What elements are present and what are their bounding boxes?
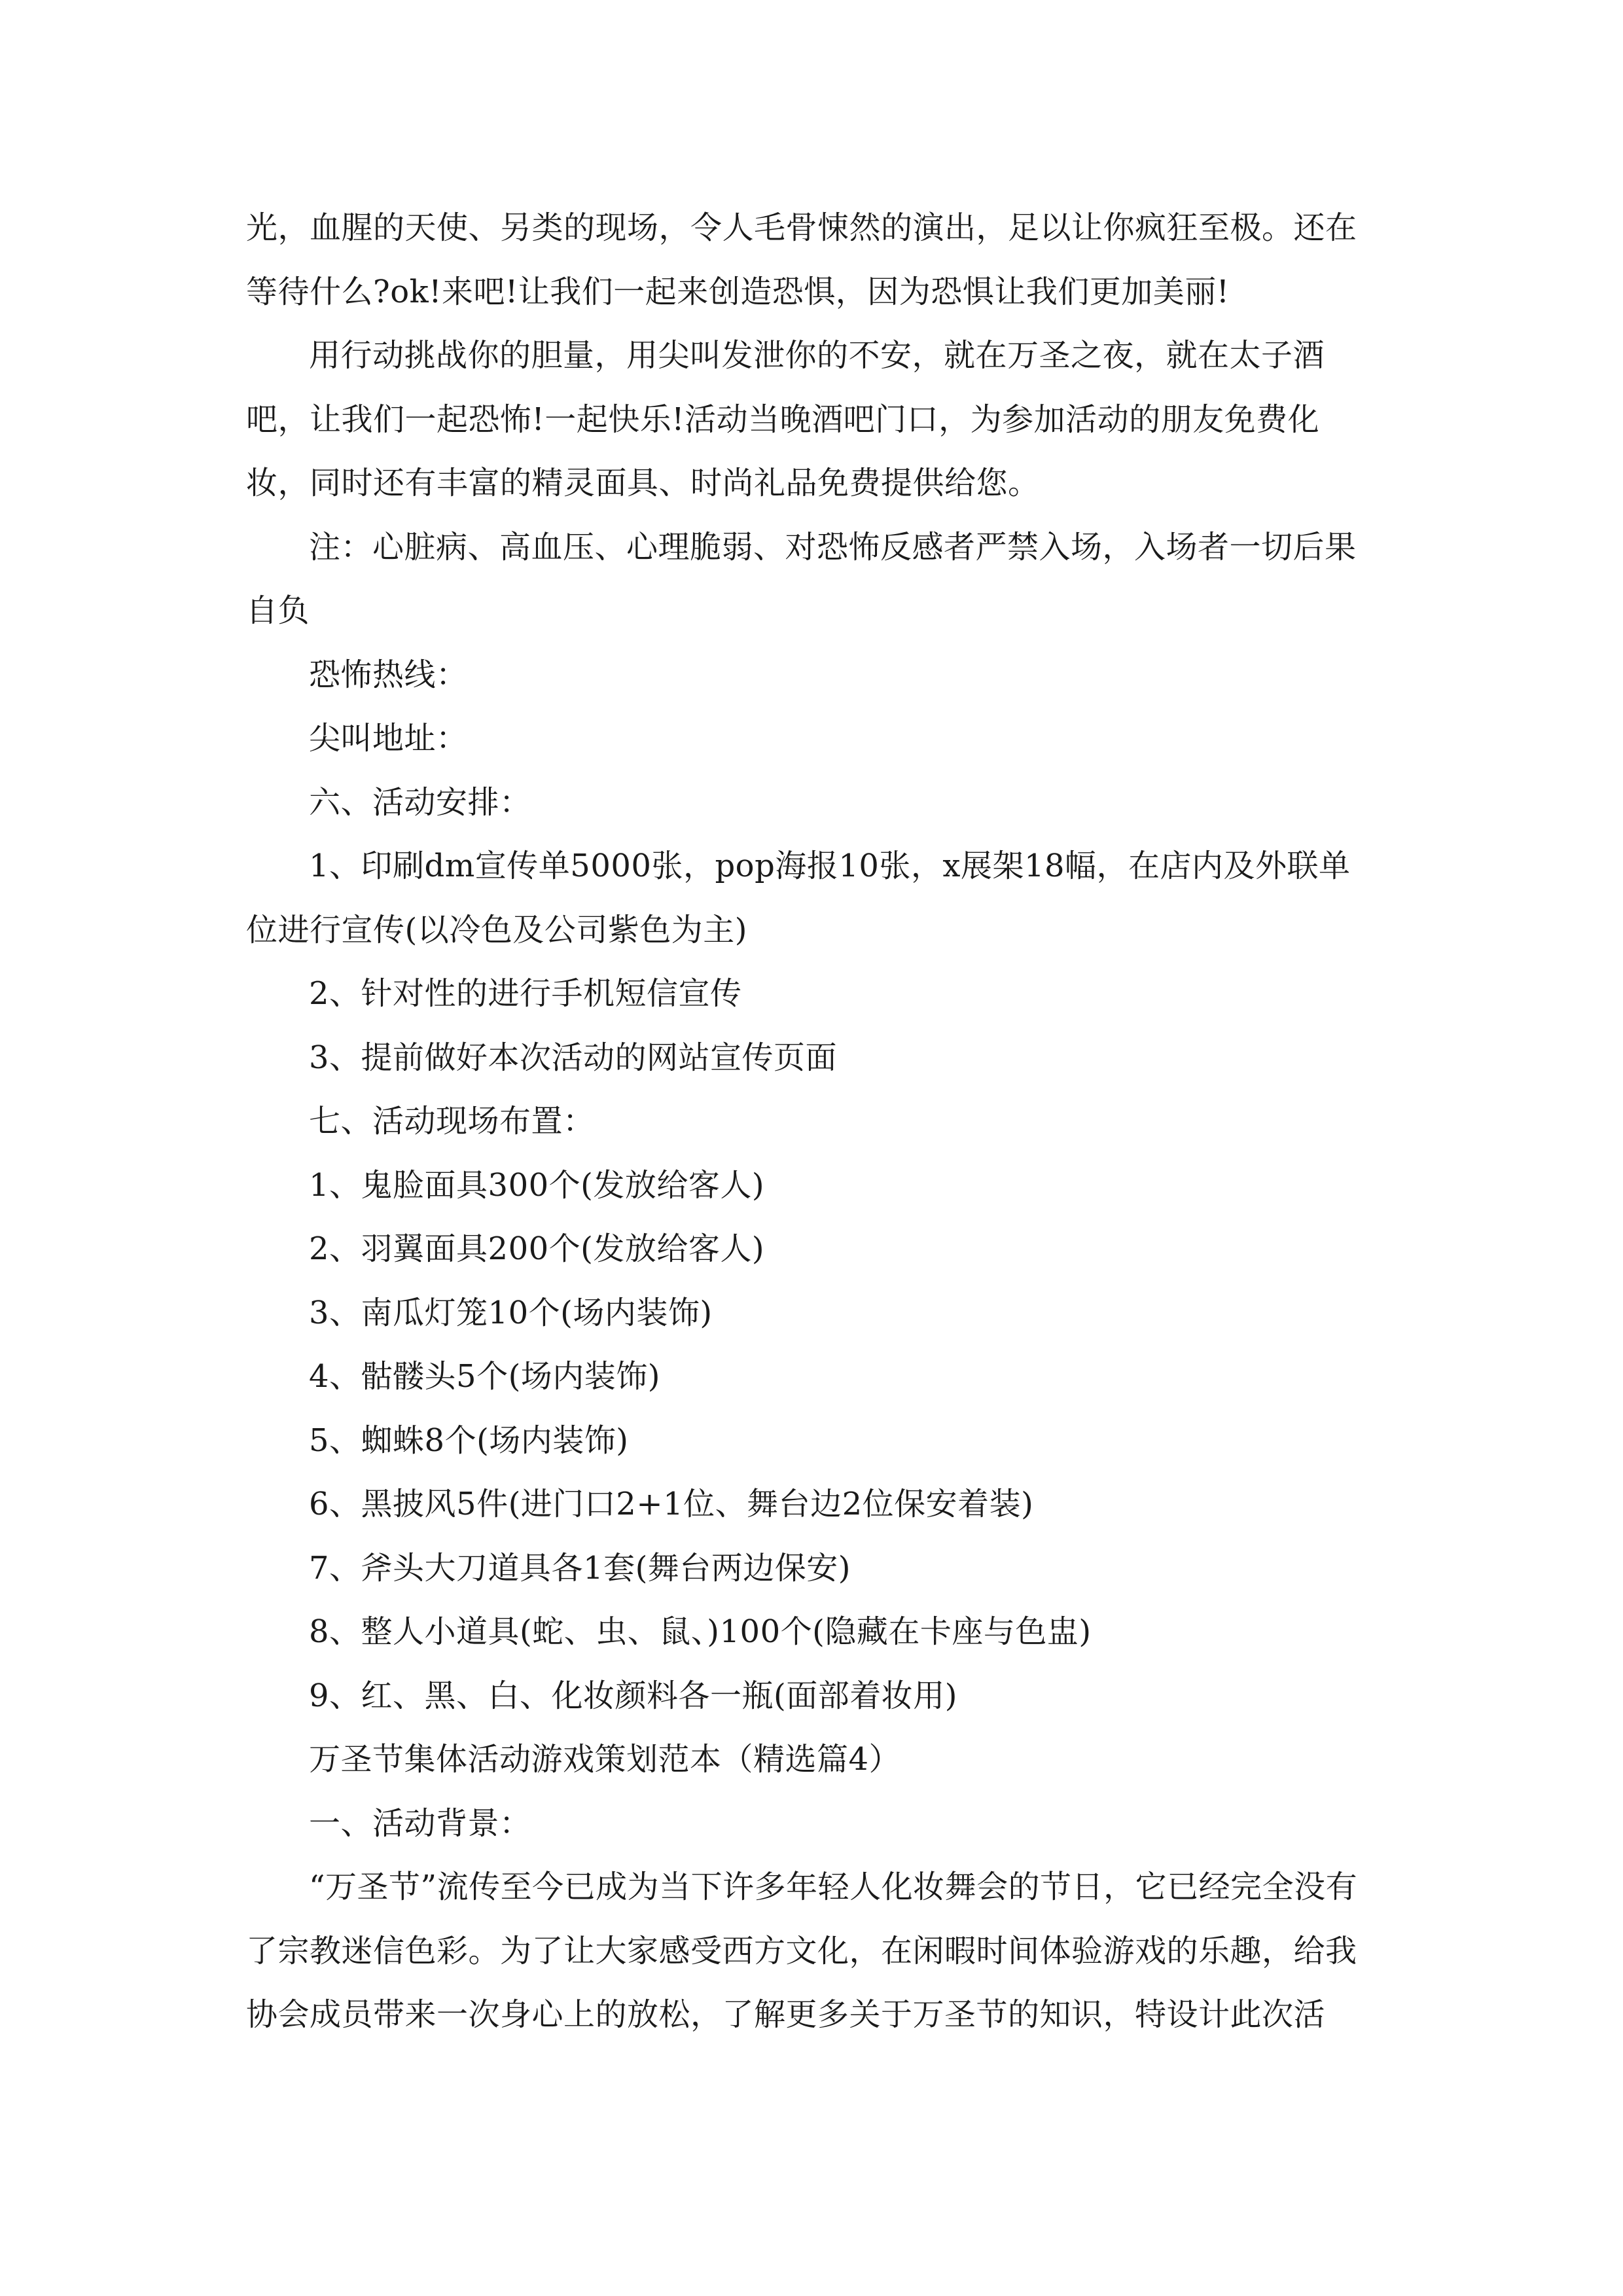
paragraph: 注：心脏病、高血压、心理脆弱、对恐怖反感者严禁入场，入场者一切后果自负 (246, 528, 1357, 629)
list-item: 2、羽翼面具200个(发放给客人) (309, 1230, 765, 1267)
list-item: 9、红、黑、白、化妆颜料各一瓶(面部着妆用) (309, 1677, 957, 1714)
paragraph: 恐怖热线： (309, 656, 468, 693)
section-heading: 七、活动现场布置： (309, 1103, 595, 1139)
list-item: 8、整人小道具(蛇、虫、鼠、)100个(隐藏在卡座与色盅) (309, 1613, 1092, 1650)
list-item: 6、黑披风5件(进门口2+1位、舞台边2位保安着装) (309, 1486, 1034, 1522)
article-title: 万圣节集体活动游戏策划范本（精选篇4） (309, 1741, 901, 1778)
list-item: 7、斧头大刀道具各1套(舞台两边保安) (309, 1549, 851, 1587)
paragraph: 用行动挑战你的胆量，用尖叫发泄你的不安，就在万圣之夜，就在太子酒吧，让我们一起恐怖!一起快乐!活动当晚酒吧门口，为参加活动的朋友免费化妆，同时还有丰富的精灵面具、时尚礼品免费提供给您。 (246, 337, 1325, 501)
paragraph: 光，血腥的天使、另类的现场，令人毛骨悚然的演出，足以让你疯狂至极。还在等待什么?ok!来吧!让我们一起来创造恐惧，因为恐惧让我们更加美丽! (246, 209, 1357, 310)
section-heading: 六、活动安排： (309, 783, 531, 821)
list-item: 5、蜘蛛8个(场内装饰) (309, 1422, 629, 1459)
paragraph: “万圣节”流传至今已成为当下许多年轻人化妆舞会的节日，它已经完全没有了宗教迷信色彩。为了让大家感受西方文化，在闲暇时间体验游戏的乐趣，给我协会成员带来一次身心上的放松，了解更多关于万圣节的知识，特设计此次活 (246, 1869, 1358, 2033)
list-item: 2、针对性的进行手机短信宣传 (309, 975, 742, 1012)
list-item: 3、提前做好本次活动的网站宣传页面 (309, 1039, 838, 1076)
document-body (246, 196, 1382, 2047)
paragraph: 尖叫地址： (309, 720, 468, 757)
list-item: 4、骷髅头5个(场内装饰) (309, 1358, 661, 1395)
list-item: 1、印刷dm宣传单5000张，pop海报10张，x展架18幅，在店内及外联单位进行宣传(以冷色及公司紫色为主) (246, 848, 1351, 948)
list-item: 3、南瓜灯笼10个(场内装饰) (309, 1294, 713, 1331)
list-item: 1、鬼脸面具300个(发放给客人) (309, 1166, 765, 1204)
section-heading: 一、活动背景： (309, 1804, 531, 1842)
